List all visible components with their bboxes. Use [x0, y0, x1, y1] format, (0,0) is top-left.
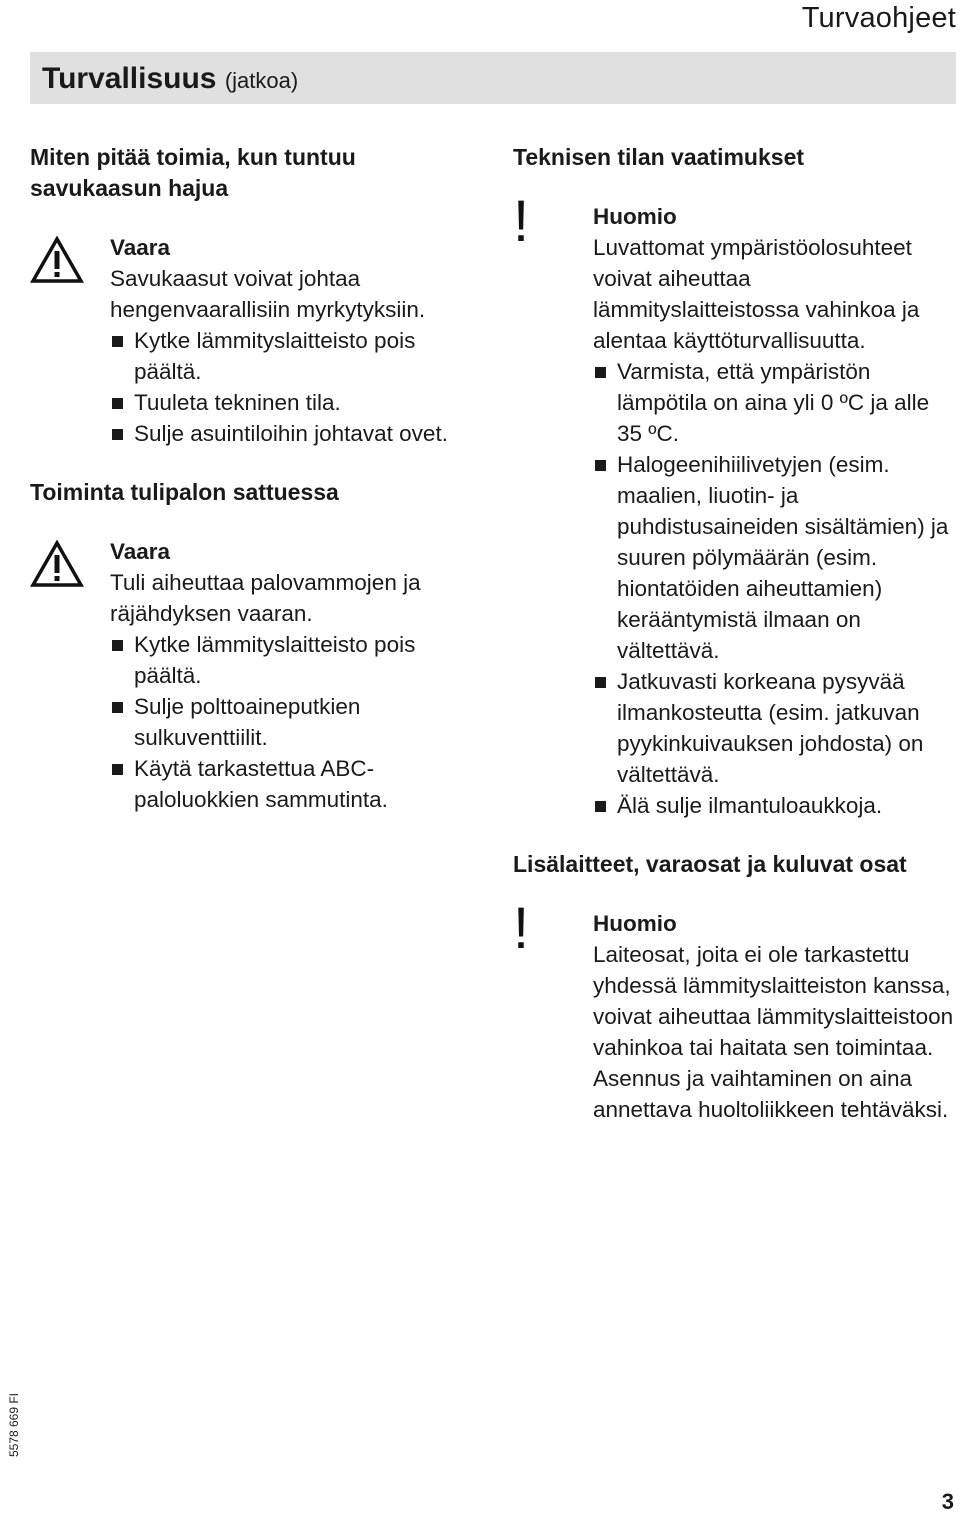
list-item: Sulje asuintiloihin johtavat ovet.	[110, 418, 470, 449]
fire-warning-text: Tuli aiheuttaa palovammojen ja räjähdyksen vaaran.	[110, 570, 421, 626]
smoke-warning-text: Savukaasut voivat johtaa hengenvaarallisiin myrkytyksiin.	[110, 266, 426, 322]
left-column	[30, 142, 470, 815]
room-note-text: Luvattomat ympäristöolosuhteet voivat aiheuttaa lämmityslaitteistossa vahinkoa ja alentaa käyttöturvallisuutta.	[593, 235, 920, 353]
smoke-warning-title: Vaara	[110, 235, 171, 260]
smoke-heading: Miten pitää toimia, kun tuntuu savukaasun hajua	[30, 144, 356, 201]
section-title	[42, 62, 298, 96]
exclamation-icon: !	[513, 189, 530, 254]
page-number: 3	[941, 1489, 954, 1514]
list-item: Kytke lämmityslaitteisto pois päältä.	[110, 629, 470, 691]
list-item: Kytke lämmityslaitteisto pois päältä.	[110, 325, 470, 387]
parts-note-text-2: Asennus ja vaihtaminen on aina annettava huoltoliikkeen tehtäväksi.	[593, 1066, 949, 1122]
list-item: Jatkuvasti korkeana pysyvää ilmankosteutta (esim. jatkuvan pyykinkuivauksen johdosta) on vältettävä.	[593, 666, 958, 790]
list-item: Tuuleta tekninen tila.	[110, 387, 470, 418]
section-subtitle: (jatkoa)	[224, 68, 299, 93]
document-code: 5578 669 FI	[7, 1392, 21, 1458]
parts-heading: Lisälaitteet, varaosat ja kuluvat osat	[513, 851, 907, 877]
warning-triangle-icon	[30, 236, 84, 284]
section-title-text: Turvallisuus	[42, 62, 217, 95]
room-note-block	[513, 189, 958, 821]
fire-warning-title: Vaara	[110, 539, 171, 564]
list-item: Älä sulje ilmantuloaukkoja.	[593, 790, 958, 821]
section-title-bar	[30, 52, 956, 104]
warning-triangle-icon	[30, 540, 84, 588]
list-item: Käytä tarkastettua ABC-paloluokkien sammutinta.	[110, 753, 470, 815]
page-header-title: Turvaohjeet	[801, 2, 956, 34]
room-note-title: Huomio	[593, 204, 677, 229]
parts-note-title: Huomio	[593, 911, 677, 936]
parts-note-block	[513, 896, 958, 1125]
smoke-warning-block	[30, 232, 470, 449]
list-item: Halogeenihiilivetyjen (esim. maalien, liuotin- ja puhdistusaineiden sisältämien) ja suuren pölymäärän (esim. hiontatöiden aiheuttamien) kerääntymistä ilmaan on vältettävä.	[593, 449, 958, 666]
fire-warning-block	[30, 536, 470, 815]
fire-heading: Toiminta tulipalon sattuessa	[30, 479, 339, 505]
room-heading: Teknisen tilan vaatimukset	[513, 144, 805, 170]
exclamation-icon: !	[513, 896, 530, 961]
parts-note-text: Laiteosat, joita ei ole tarkastettu yhdessä lämmityslaitteiston kanssa, voivat aiheuttaa lämmityslaitteistoon vahinkoa tai haitata sen toimintaa.	[593, 942, 954, 1060]
list-item: Varmista, että ympäristön lämpötila on aina yli 0 ºC ja alle 35 ºC.	[593, 356, 958, 449]
right-column	[513, 142, 958, 1125]
list-item: Sulje polttoaineputkien sulkuventtiilit.	[110, 691, 470, 753]
